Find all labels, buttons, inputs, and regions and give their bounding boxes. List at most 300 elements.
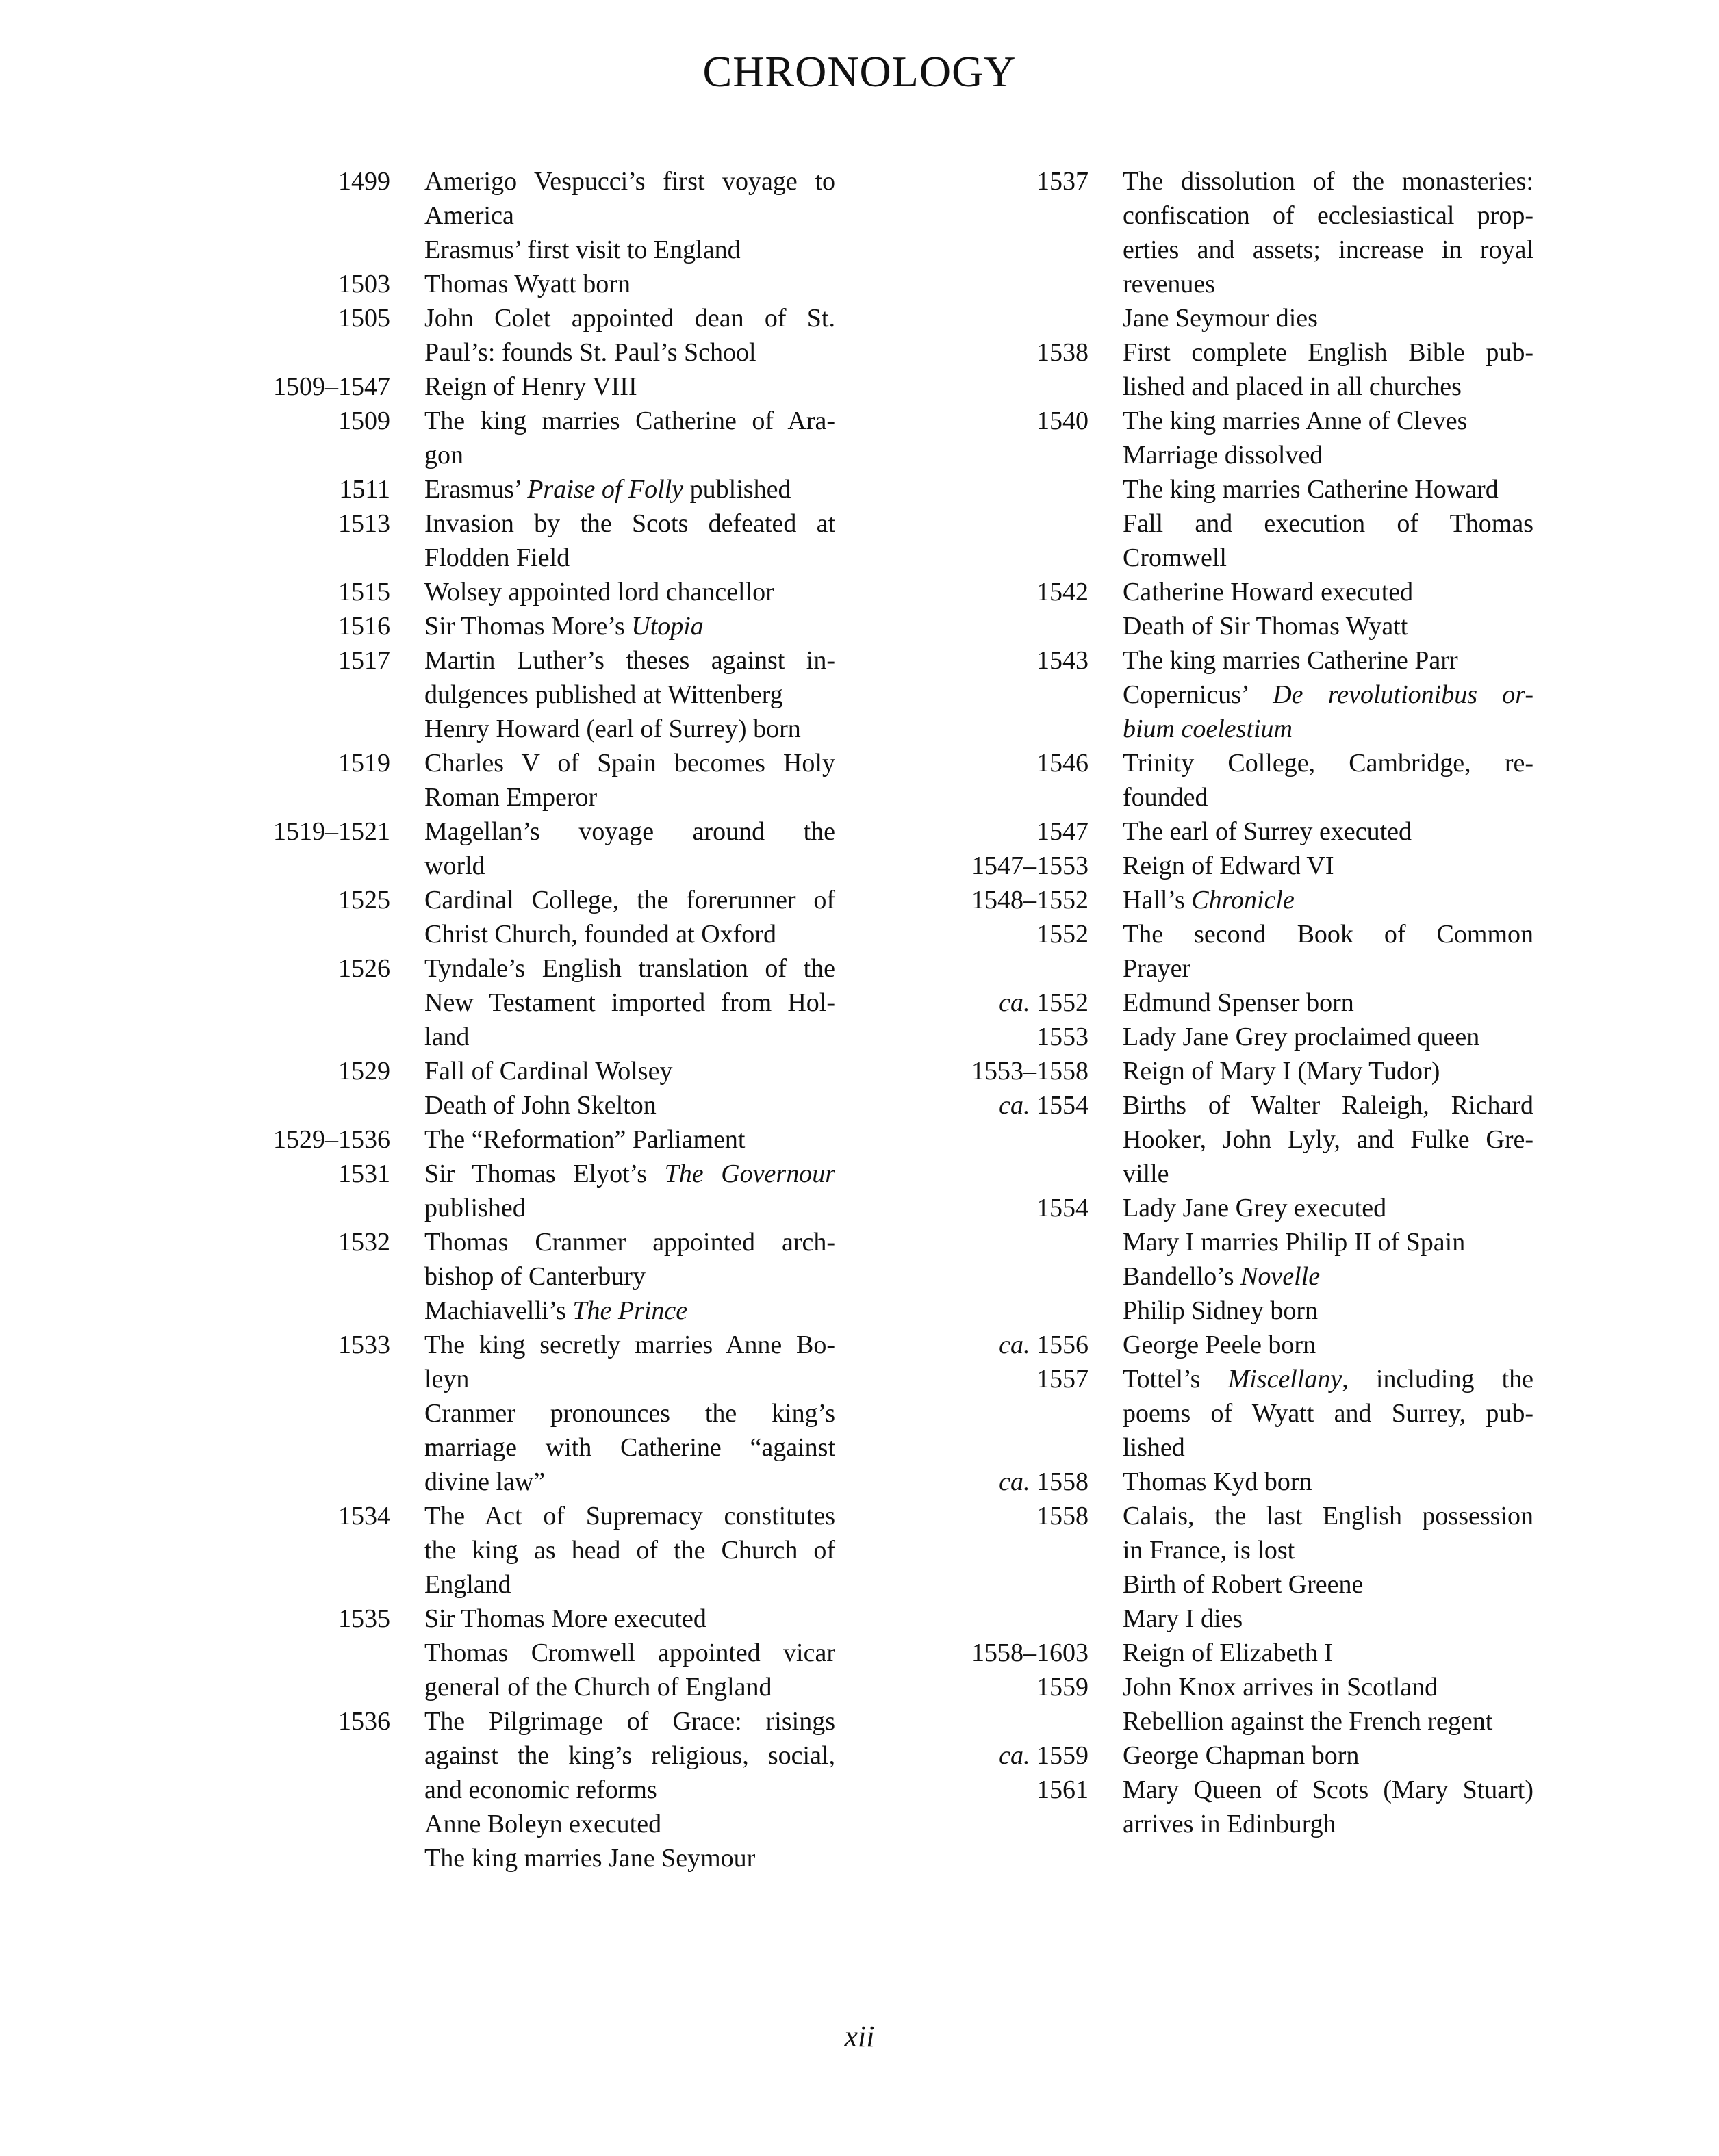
entry-date-value: 1561 [1036,1775,1088,1804]
circa-abbreviation: ca. [999,988,1030,1017]
text-segment: Sir Thomas Elyot’s [424,1159,665,1188]
entry-date-value: 1558–1603 [971,1639,1088,1667]
entry-text-line: the king as head of the Church of [424,1536,835,1565]
chronology-entry [205,1157,835,1225]
entry-date-value: 1503 [338,270,390,298]
entry-description [424,301,835,370]
entry-date-value: 1558 [1036,1467,1088,1496]
entry-text-line: Invasion by the Scots defeated at [424,509,835,538]
entry-text-line [1123,1259,1533,1294]
entry-date-value: 1519–1521 [273,817,390,846]
entry-date [205,1122,390,1157]
entry-description [1123,1054,1533,1088]
entry-description [424,1225,835,1328]
entry-date-value: 1553 [1036,1023,1088,1051]
entry-text-line: divine law” [424,1467,546,1496]
entry-date-value: 1538 [1036,338,1088,367]
chronology-entry [904,164,1533,335]
entry-date [904,1773,1088,1807]
entry-text-line: The king marries Anne of Cleves [1123,407,1468,435]
entry-description [1123,849,1533,883]
entry-text-line: confiscation of ecclesiastical prop- [1123,201,1533,230]
entry-description [424,609,835,643]
entry-text-line: England [424,1570,511,1599]
entry-description [424,164,835,267]
entry-description [1123,575,1533,643]
entry-text-line: Reign of Mary I (Mary Tudor) [1123,1057,1440,1086]
entry-text-line: The Act of Supremacy constitutes [424,1502,835,1530]
chronology-entry [904,883,1533,917]
entry-text-line: Births of Walter Raleigh, Richard [1123,1091,1533,1120]
entry-date-value: 1556 [1036,1331,1088,1359]
entry-description [424,1157,835,1225]
entry-date-value: 1552 [1036,988,1088,1017]
italic-title: The Governour [664,1159,835,1188]
entry-date [904,643,1088,678]
entry-text-line: Cromwell [1123,543,1227,572]
entry-text-line: The king secretly marries Anne Bo- [424,1331,835,1359]
chronology-entry [205,506,835,575]
entry-text-line [1123,1362,1533,1396]
chronology-entry [904,335,1533,404]
entry-text-line: bishop of Canterbury [424,1262,646,1291]
entry-text-line: land [424,1023,470,1051]
entry-date-value: 1554 [1036,1194,1088,1222]
entry-date [205,506,390,541]
entry-description [424,814,835,883]
chronology-entry [904,1738,1533,1773]
entry-text-line: Prayer [1123,954,1191,983]
entry-text-line: Magellan’s voyage around the [424,817,835,846]
entry-description [424,506,835,575]
entry-description [1123,1328,1533,1362]
entry-text-line: Reign of Edward VI [1123,851,1334,880]
entry-text-line: Erasmus’ first visit to England [424,235,741,264]
chronology-entry [205,370,835,404]
entry-date-value: 1547–1553 [971,851,1088,880]
chronology-entry [904,404,1533,575]
entry-description [1123,1020,1533,1054]
chronology-entry [904,1191,1533,1328]
entry-date-value: 1554 [1036,1091,1088,1120]
italic-title: bium coelestium [1123,715,1293,743]
chronology-entry [205,1225,835,1328]
entry-text-line: Cardinal College, the forerunner of [424,886,835,914]
entry-description [1123,1362,1533,1465]
chronology-entry [904,1054,1533,1088]
entry-text-line: Mary I dies [1123,1604,1243,1633]
entry-text-line: The king marries Catherine Howard [1123,475,1499,504]
entry-description [1123,1773,1533,1841]
entry-text-line: published [424,1194,526,1222]
entry-date-value: 1509 [338,407,390,435]
chronology-entry [205,746,835,814]
entry-text-line [1123,678,1533,712]
entry-text-line: Birth of Robert Greene [1123,1570,1364,1599]
entry-date [205,883,390,917]
entry-text-line: marriage with Catherine “against [424,1433,835,1462]
entry-text-line: New Testament imported from Hol- [424,988,835,1017]
entry-text-line: First complete English Bible pub- [1123,338,1533,367]
entry-date [205,267,390,301]
entry-text-line: Rebellion against the French regent [1123,1707,1493,1736]
entry-text-line: Lady Jane Grey proclaimed queen [1123,1023,1480,1051]
entry-text-line: Christ Church, founded at Oxford [424,920,776,949]
entry-text-line: Hooker, John Lyly, and Fulke Gre- [1123,1125,1533,1154]
entry-date-value: 1535 [338,1604,390,1633]
entry-description [1123,1191,1533,1328]
entry-description [1123,746,1533,814]
entry-text-line [424,472,835,506]
entry-date [205,951,390,986]
italic-title: Novelle [1240,1262,1321,1291]
chronology-entry [904,814,1533,849]
entry-date-value: 1547 [1036,817,1088,846]
entry-text-line: Philip Sidney born [1123,1296,1319,1325]
entry-description [1123,814,1533,849]
entry-date [904,1362,1088,1396]
entry-description [424,1704,835,1875]
entry-text-line: Catherine Howard executed [1123,578,1414,606]
entry-date-value: 1552 [1036,920,1088,949]
entry-text-line: Mary I marries Philip II of Spain [1123,1228,1466,1257]
entry-text-line: erties and assets; increase in royal [1123,235,1533,264]
entry-text-line: The king marries Catherine Parr [1123,646,1458,675]
entry-date-value: 1542 [1036,578,1088,606]
entry-text-line: Marriage dissolved [1123,441,1323,470]
entry-text-line: Tyndale’s English translation of the [424,954,835,983]
text-segment: , including the [1342,1365,1533,1394]
entry-text-line: Reign of Henry VIII [424,372,637,401]
entry-date-value: 1557 [1036,1365,1088,1394]
entry-description [424,1122,835,1157]
entry-text-line: Mary Queen of Scots (Mary Stuart) [1123,1775,1533,1804]
entry-description [424,575,835,609]
entry-text-line: in France, is lost [1123,1536,1295,1565]
entry-description [1123,1499,1533,1636]
entry-date [904,1636,1088,1670]
italic-title: The Prince [572,1296,688,1325]
entry-text-line: Death of John Skelton [424,1091,657,1120]
entry-description [1123,986,1533,1020]
entry-text-line: gon [424,441,463,470]
entry-description [1123,1670,1533,1738]
entry-description [1123,1465,1533,1499]
text-segment: published [683,475,791,504]
entry-date [205,1157,390,1191]
chronology-entry [904,1670,1533,1738]
chronology-entry [205,1054,835,1122]
entry-date [205,301,390,335]
entry-date-value: 1553–1558 [971,1057,1088,1086]
entry-date [904,1465,1088,1499]
entry-date-value: 1533 [338,1331,390,1359]
entry-text-line: The king marries Catherine of Ara- [424,407,835,435]
chronology-entry [904,1636,1533,1670]
entry-date-value: 1529 [338,1057,390,1086]
chronology-entry [904,643,1533,746]
entry-date [205,370,390,404]
chronology-entry [205,1602,835,1704]
entry-date-value: 1526 [338,954,390,983]
entry-description [424,883,835,951]
entry-date-value: 1511 [339,475,390,504]
entry-description [1123,404,1533,575]
chronology-entry [904,917,1533,986]
entry-date [904,814,1088,849]
entry-date-value: 1540 [1036,407,1088,435]
entry-text-line: Henry Howard (earl of Surrey) born [424,715,801,743]
entry-description [1123,643,1533,746]
entry-description [1123,164,1533,335]
chronology-column-right [904,164,1533,1841]
entry-description [424,267,835,301]
entry-description [424,404,835,472]
entry-text-line: John Knox arrives in Scotland [1123,1673,1438,1702]
entry-date-value: 1536 [338,1707,390,1736]
entry-date-value: 1546 [1036,749,1088,778]
entry-text-line: Martin Luther’s theses against in- [424,646,835,675]
chronology-entry [205,1704,835,1875]
entry-text-line: leyn [424,1365,470,1394]
text-segment: Sir Thomas More’s [424,612,632,641]
chronology-entry [205,404,835,472]
entry-date [904,575,1088,609]
entry-date-value: 1529–1536 [273,1125,390,1154]
entry-text-line: The earl of Surrey executed [1123,817,1412,846]
entry-text-line [424,1294,835,1328]
entry-description [424,643,835,746]
chronology-entry [904,1362,1533,1465]
text-segment: Bandello’s [1123,1262,1241,1291]
entry-text-line: Charles V of Spain becomes Holy [424,749,835,778]
entry-text-line [1123,712,1533,746]
entry-text-line: The Pilgrimage of Grace: risings [424,1707,835,1736]
entry-text-line [424,1157,835,1191]
entry-date-value: 1559 [1036,1741,1088,1770]
chronology-entry [205,951,835,1054]
entry-date [904,1738,1088,1773]
entry-text-line: Edmund Spenser born [1123,988,1354,1017]
entry-date [904,1499,1088,1533]
italic-title: Chronicle [1191,886,1295,914]
italic-title: Miscellany [1227,1365,1342,1394]
entry-text-line: Wolsey appointed lord chancellor [424,578,774,606]
entry-text-line: The dissolution of the monasteries: [1123,167,1533,196]
entry-text-line: Flodden Field [424,543,570,572]
chronology-entry [904,986,1533,1020]
entry-text-line: Thomas Cromwell appointed vicar [424,1639,835,1667]
entry-date-value: 1537 [1036,167,1088,196]
entry-date [904,1020,1088,1054]
chronology-entry [904,1465,1533,1499]
entry-text-line: Thomas Kyd born [1123,1467,1312,1496]
entry-date [904,1191,1088,1225]
entry-date-value: 1505 [338,304,390,333]
entry-date-value: 1499 [338,167,390,196]
chronology-entry [904,1020,1533,1054]
text-segment: Copernicus’ [1123,680,1273,709]
entry-description [1123,917,1533,986]
entry-date [205,1704,390,1738]
entry-date [904,986,1088,1020]
chronology-entry [904,575,1533,643]
entry-description [424,1499,835,1602]
entry-text-line: general of the Church of England [424,1673,772,1702]
chronology-column-left [205,164,835,1875]
entry-date [205,472,390,506]
entry-date-value: 1515 [338,578,390,606]
text-segment: Machiavelli’s [424,1296,573,1325]
entry-text-line: ville [1123,1159,1169,1188]
entry-date-value: 1519 [338,749,390,778]
entry-date [904,1328,1088,1362]
entry-text-line: revenues [1123,270,1216,298]
entry-text-line: Fall and execution of Thomas [1123,509,1533,538]
entry-text-line: Jane Seymour dies [1123,304,1318,333]
entry-date-value: 1517 [338,646,390,675]
entry-text-line: Anne Boleyn executed [424,1810,662,1838]
chronology-entry [205,609,835,643]
entry-date-value: 1513 [338,509,390,538]
entry-text-line: world [424,851,485,880]
chronology-entry [205,643,835,746]
entry-date-value: 1525 [338,886,390,914]
entry-date [205,1602,390,1636]
entry-date [205,164,390,198]
entry-text-line: Trinity College, Cambridge, re- [1123,749,1533,778]
entry-text-line: founded [1123,783,1208,812]
chronology-entry [205,472,835,506]
page-title: CHRONOLOGY [702,47,1017,96]
text-segment: Tottel’s [1123,1365,1228,1394]
chronology-entry [205,1499,835,1602]
entry-text-line: Amerigo Vespucci’s first voyage to [424,167,835,196]
entry-text-line: Death of Sir Thomas Wyatt [1123,612,1408,641]
entry-date [205,1499,390,1533]
entry-text-line [1123,883,1533,917]
entry-date [904,883,1088,917]
entry-date [205,1225,390,1259]
entry-date [205,1054,390,1088]
entry-text-line: Lady Jane Grey executed [1123,1194,1387,1222]
entry-text-line: arrives in Edinburgh [1123,1810,1336,1838]
entry-date [904,849,1088,883]
entry-date [205,643,390,678]
entry-description [424,1602,835,1704]
entry-text-line: lished [1123,1433,1185,1462]
circa-abbreviation: ca. [999,1741,1030,1770]
text-segment: Erasmus’ [424,475,528,504]
entry-date-value: 1516 [338,612,390,641]
entry-date-value: 1559 [1036,1673,1088,1702]
entry-date [904,404,1088,438]
entry-date [205,609,390,643]
entry-description [424,746,835,814]
entry-text-line: The king marries Jane Seymour [424,1844,756,1873]
entry-description [424,472,835,506]
entry-description [1123,1738,1533,1773]
entry-text-line: Calais, the last English possession [1123,1502,1533,1530]
italic-title: Praise of Folly [527,475,684,504]
entry-text-line: Thomas Cranmer appointed arch- [424,1228,835,1257]
entry-description [424,951,835,1054]
chronology-entry [205,814,835,883]
chronology-entry [205,1122,835,1157]
entry-text-line: The “Reformation” Parliament [424,1125,746,1154]
entry-text-line: America [424,201,514,230]
entry-description [1123,1636,1533,1670]
entry-text-line: Sir Thomas More executed [424,1604,706,1633]
entry-date-value: 1548–1552 [971,886,1088,914]
entry-description [1123,883,1533,917]
entry-description [1123,335,1533,404]
chronology-entry [205,883,835,951]
entry-date [904,917,1088,951]
entry-date [904,1054,1088,1088]
entry-text-line: Fall of Cardinal Wolsey [424,1057,673,1086]
circa-abbreviation: ca. [999,1331,1030,1359]
entry-date [904,335,1088,370]
entry-text-line: John Colet appointed dean of St. [424,304,835,333]
entry-date [205,575,390,609]
entry-description [424,1328,835,1499]
entry-date [904,1088,1088,1122]
entry-text-line: Thomas Wyatt born [424,270,631,298]
entry-description [1123,1088,1533,1191]
chronology-entry [205,575,835,609]
chronology-entry [904,1499,1533,1636]
chronology-entry [904,1088,1533,1191]
entry-text-line: dulgences published at Wittenberg [424,680,783,709]
chronology-entry [904,1328,1533,1362]
entry-text-line: Roman Emperor [424,783,598,812]
circa-abbreviation: ca. [999,1091,1030,1120]
text-segment: Hall’s [1123,886,1192,914]
entry-description [424,1054,835,1122]
chronology-entry [205,267,835,301]
entry-date-value: 1509–1547 [273,372,390,401]
entry-text-line [424,609,835,643]
chronology-entry [904,1773,1533,1841]
entry-text-line: lished and placed in all churches [1123,372,1462,401]
entry-date [205,746,390,780]
circa-abbreviation: ca. [999,1467,1030,1496]
entry-date-value: 1532 [338,1228,390,1257]
entry-date-value: 1534 [338,1502,390,1530]
entry-date-value: 1531 [338,1159,390,1188]
page-number: xii [844,2020,875,2053]
entry-date [205,1328,390,1362]
chronology-entry [205,301,835,370]
entry-text-line: and economic reforms [424,1775,657,1804]
entry-date [904,746,1088,780]
entry-text-line: George Peele born [1123,1331,1316,1359]
entry-description [424,370,835,404]
entry-text-line: poems of Wyatt and Surrey, pub- [1123,1399,1533,1428]
entry-text-line: Cranmer pronounces the king’s [424,1399,835,1428]
chronology-entry [904,849,1533,883]
entry-date [205,404,390,438]
entry-date [904,164,1088,198]
entry-text-line: George Chapman born [1123,1741,1360,1770]
chronology-entry [205,1328,835,1499]
entry-date [904,1670,1088,1704]
entry-date [205,814,390,849]
entry-text-line: against the king’s religious, social, [424,1741,835,1770]
entry-text-line: Paul’s: founds St. Paul’s School [424,338,756,367]
chronology-entry [205,164,835,267]
